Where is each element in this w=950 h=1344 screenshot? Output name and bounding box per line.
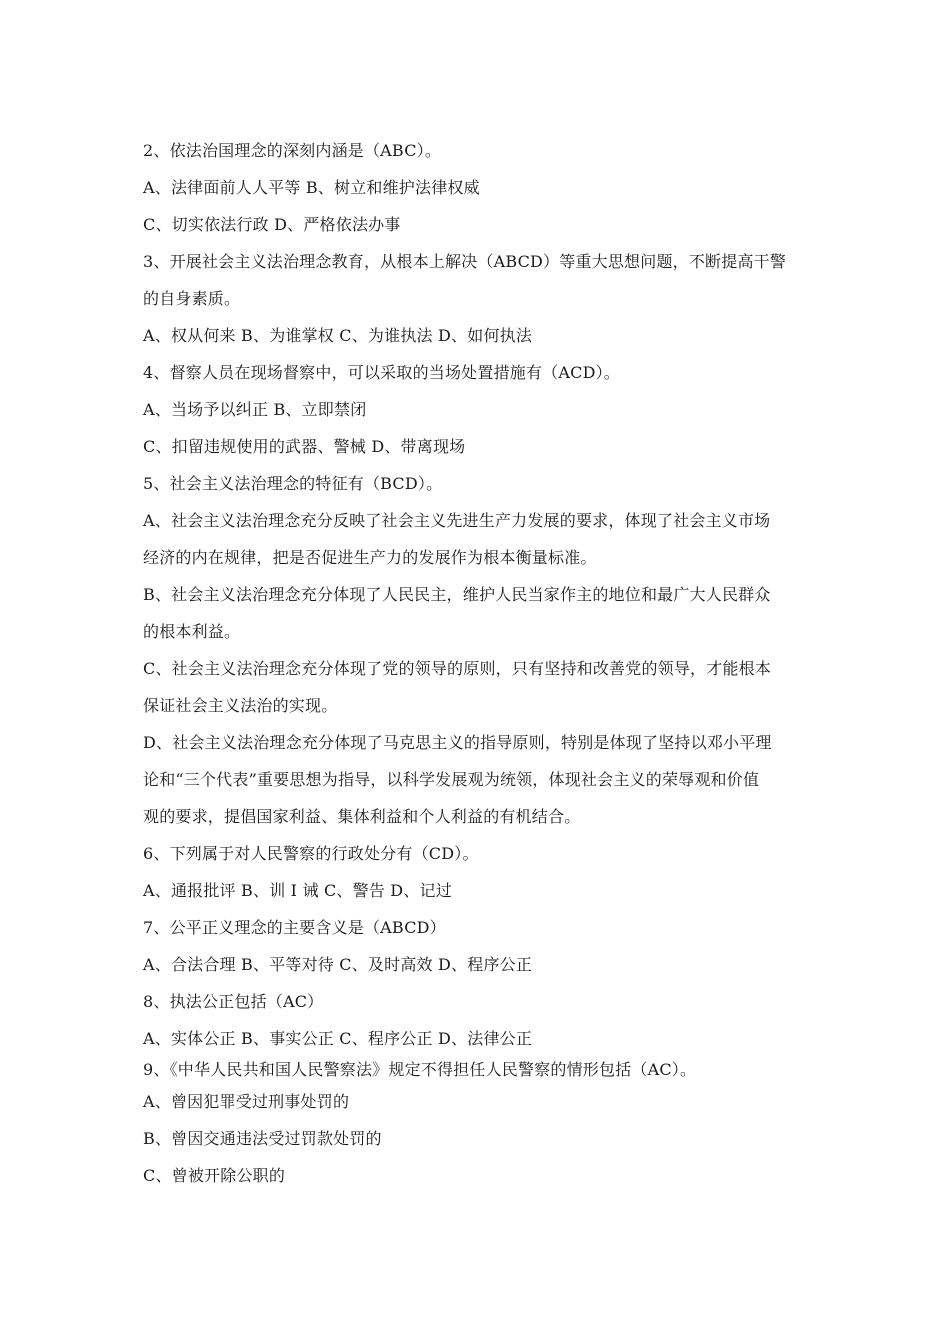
question-3-continued: 的自身素质。 [143,289,241,308]
question-4: 4、督察人员在现场督察中，可以采取的当场处置措施有（ACD）。 [143,363,621,382]
question-7: 7、公平正义理念的主要含义是（ABCD） [143,918,446,937]
question-8-options: A、实体公正 B、事实公正 C、程序公正 D、法律公正 [143,1029,533,1048]
question-5-option-a: A、社会主义法治理念充分反映了社会主义先进生产力发展的要求，体现了社会主义市场 [143,511,771,530]
question-5-option-b-continued: 的根本利益。 [143,622,241,641]
question-5-option-b: B、社会主义法治理念充分体现了人民民主，维护人民当家作主的地位和最广大人民群众 [143,585,771,604]
question-9-option-b: B、曾因交通违法受过罚款处罚的 [143,1129,382,1148]
question-2-options-cd: C、切实依法行政 D、严格依法办事 [143,215,401,234]
question-9-option-c: C、曾被开除公职的 [143,1166,286,1185]
question-5-option-c-continued: 保证社会主义法治的实现。 [143,696,338,715]
question-5-option-d-continued-1: 论和“三个代表”重要思想为指导，以科学发展观为统领，体现社会主义的荣辱观和价值 [143,770,760,789]
question-5-option-a-continued: 经济的内在规律，把是否促进生产力的发展作为根本衡量标准。 [143,548,597,567]
question-3: 3、开展社会主义法治理念教育，从根本上解决（ABCD）等重大思想问题，不断提高干警 [143,252,787,271]
question-9: 9、《中华人民共和国人民警察法》规定不得担任人民警察的情形包括（AC）。 [143,1060,697,1079]
question-2: 2、依法治国理念的深刻内涵是（ABC）。 [143,141,442,160]
question-3-options: A、权从何来 B、为谁掌权 C、为谁执法 D、如何执法 [143,326,533,345]
question-6: 6、下列属于对人民警察的行政处分有（CD）。 [143,844,479,863]
question-6-options: A、通报批评 B、训 I 诫 C、警告 D、记过 [143,881,452,900]
question-9-option-a: A、曾因犯罪受过刑事处罚的 [143,1092,350,1111]
question-8: 8、执法公正包括（AC） [143,992,324,1011]
question-4-options-cd: C、扣留违规使用的武器、警械 D、带离现场 [143,437,466,456]
question-5: 5、社会主义法治理念的特征有（BCD）。 [143,474,443,493]
document-body [143,132,815,1194]
question-5-option-c: C、社会主义法治理念充分体现了党的领导的原则，只有坚持和改善党的领导，才能根本 [143,659,772,678]
question-4-options-ab: A、当场予以纠正 B、立即禁闭 [143,400,367,419]
question-2-options-ab: A、法律面前人人平等 B、树立和维护法律权威 [143,178,480,197]
question-5-option-d-continued-2: 观的要求，提倡国家利益、集体利益和个人利益的有机结合。 [143,807,581,826]
question-5-option-d: D、社会主义法治理念充分体现了马克思主义的指导原则，特别是体现了坚持以邓小平理 [143,733,772,752]
question-7-options: A、合法合理 B、平等对待 C、及时高效 D、程序公正 [143,955,533,974]
